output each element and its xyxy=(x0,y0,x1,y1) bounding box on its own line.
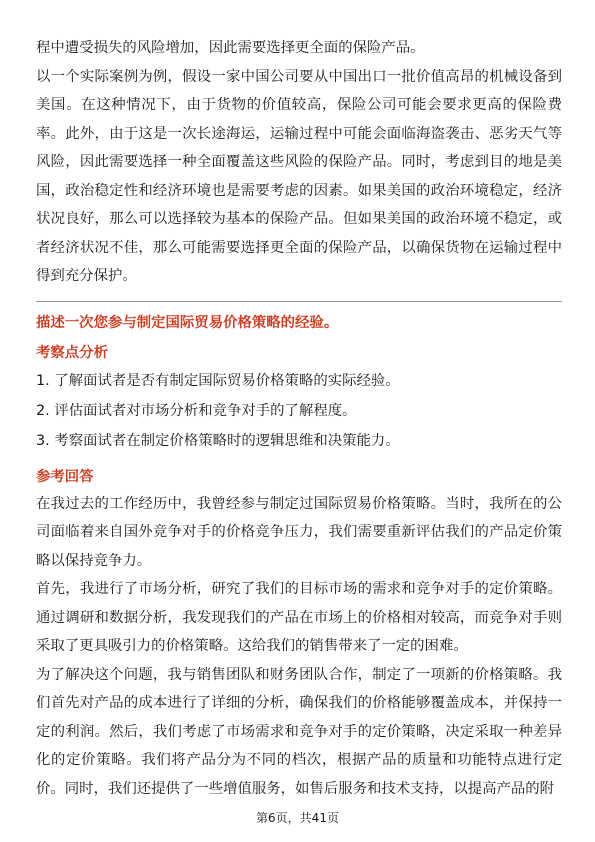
analysis-item: 3. 考察面试者在制定价格策略时的逻辑思维和决策能力。 xyxy=(36,432,400,449)
intro-paragraph: 以一个实际案例为例，假设一家中国公司要从中国出口一批价值高昂的机械设备到美国。在这种情况下，由于货物的价值较高，保险公司可能会要求更高的保险费率。此外，由于这是一次长途海运，运输过程中可能会面临海盗袭击、恶劣天气等风险，因此需要选择一种全面覆盖这些风险的保险产品。同时，考虑到目的地是美国，政治稳定性和经济环境也是需要考虑的因素。如果美国的政治环境稳定，经济状况良好，那么可以选择较为基本的保险产品。但如果美国的政治环境不稳定，或者经济状况不佳，那么可能需要选择更全面的保险产品，以确保货物在运输过程中得到充分保护。 xyxy=(36,68,562,284)
answer-paragraph: 为了解决这个问题，我与销售团队和财务团队合作，制定了一项新的价格策略。我们首先对产品的成本进行了详细的分析，确保我们的价格能够覆盖成本，并保持一定的利润。然后，我们考虑了市场需求和竞争对手的定价策略，决定采取一种差异化的定价策略。我们将产品分为不同的档次，根据产品的质量和功能特点进行定价。同时，我们还提供了一些增值服务，如售后服务和技术支持，以提高产品的附 xyxy=(36,666,562,797)
page-content xyxy=(36,34,562,803)
analysis-item: 1. 了解面试者是否有制定国际贸易价格策略的实际经验。 xyxy=(36,372,400,389)
answer-heading: 参考回答 xyxy=(36,468,94,485)
page-number-footer: 第6页，共41页 xyxy=(256,811,339,825)
section-divider xyxy=(36,301,562,302)
intro-paragraph: 程中遭受损失的风险增加，因此需要选择更全面的保险产品。 xyxy=(36,40,425,56)
analysis-item: 2. 评估面试者对市场分析和竞争对手的了解程度。 xyxy=(36,402,357,419)
interview-question: 描述一次您参与制定国际贸易价格策略的经验。 xyxy=(36,314,339,331)
analysis-heading: 考察点分析 xyxy=(36,344,108,361)
answer-paragraph: 首先，我进行了市场分析，研究了我们的目标市场的需求和竞争对手的定价策略。通过调研和数据分析，我发现我们的产品在市场上的价格相对较高，而竞争对手则采取了更具吸引力的价格策略。这给我们的销售带来了一定的困难。 xyxy=(36,581,562,654)
answer-paragraph: 在我过去的工作经历中，我曾经参与制定过国际贸易价格策略。当时，我所在的公司面临着来自国外竞争对手的价格竞争压力，我们需要重新评估我们的产品定价策略以保持竞争力。 xyxy=(36,495,562,569)
